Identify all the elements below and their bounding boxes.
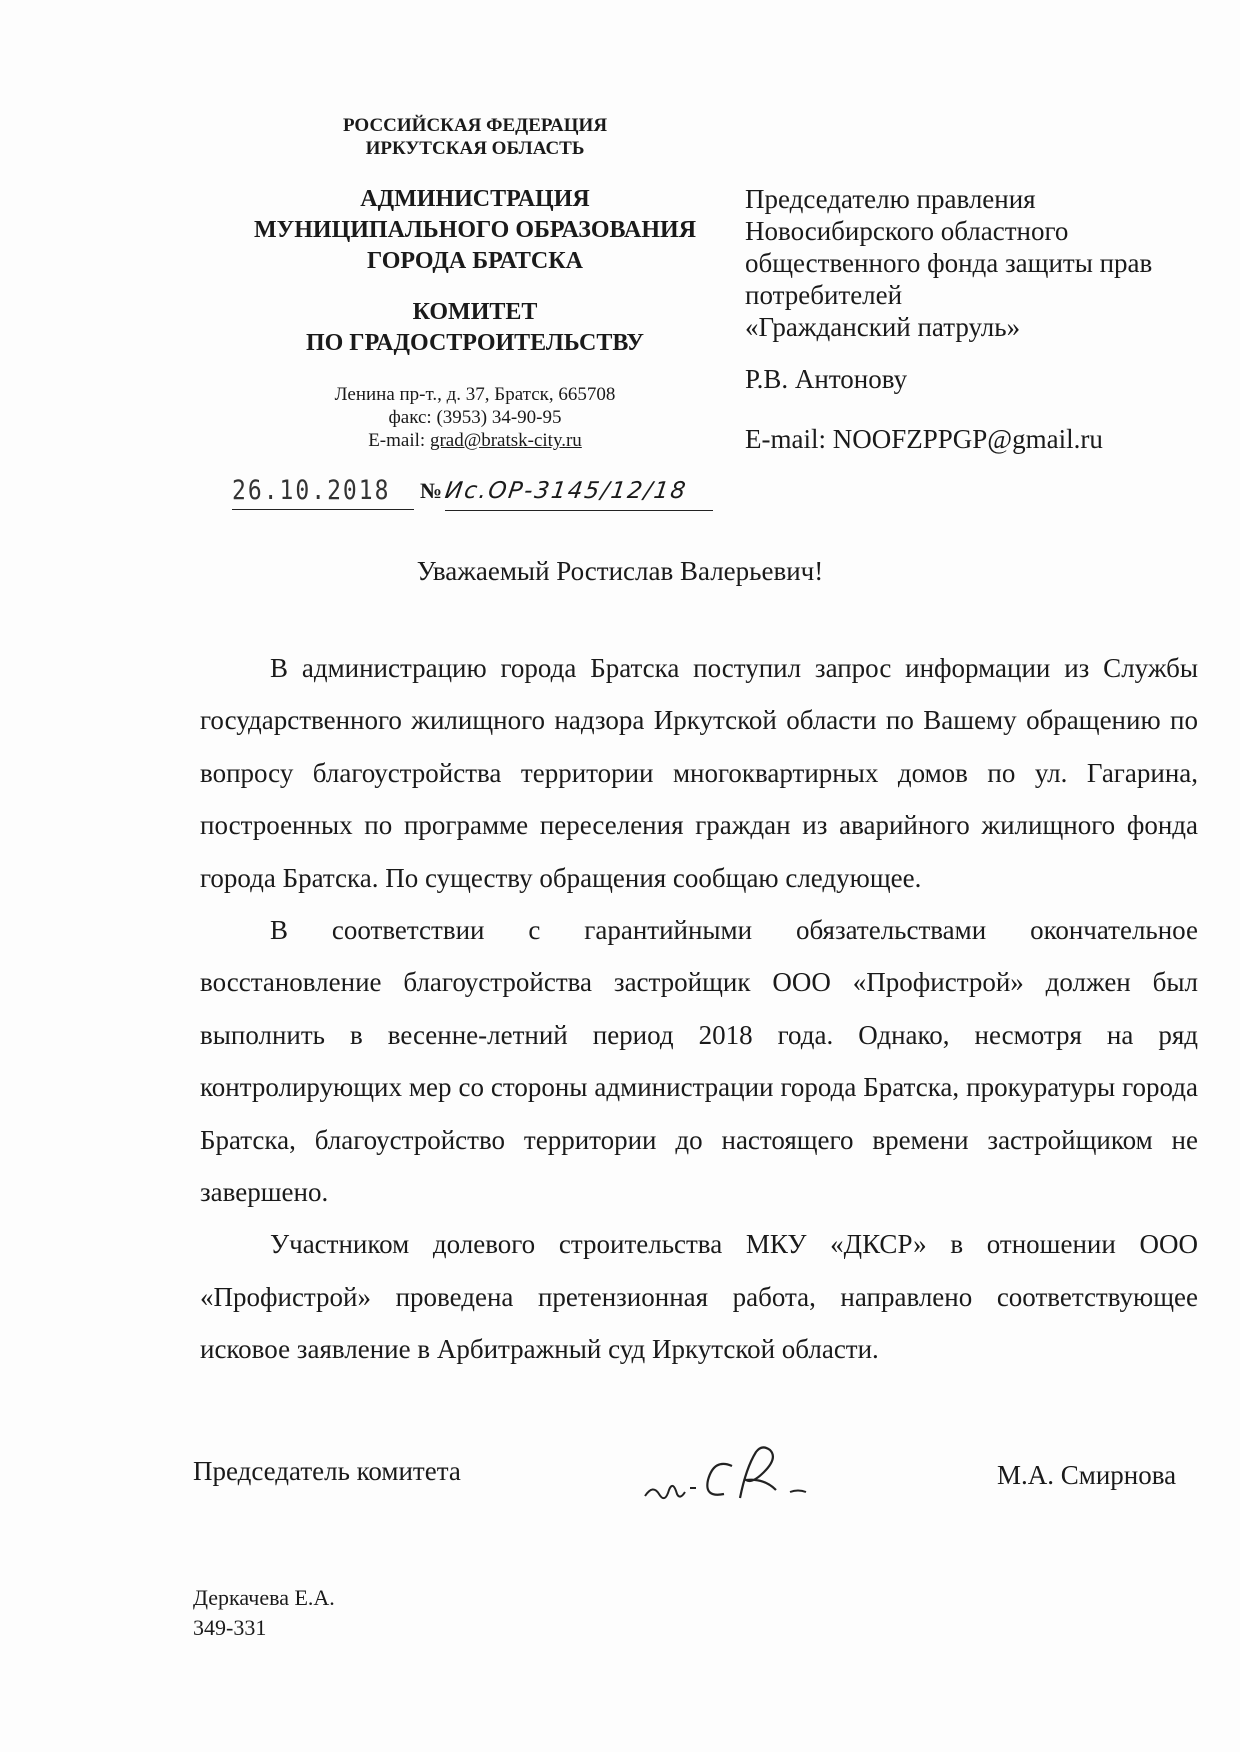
signatory-title: Председатель комитета xyxy=(193,1456,461,1486)
addressee-name: Р.В. Антонову xyxy=(745,364,908,394)
sender-email-label: E-mail: xyxy=(368,430,426,451)
registration-number-underline xyxy=(445,510,713,511)
body-paragraph-1: В администрацию города Братска поступил запрос информации из Службы государственного жилищного надзора Иркутской области по Вашему обращению по вопросу благоустройства территории многоквартирных домов по ул. Гагарина, построенных по программе переселения граждан из аварийного жилищного фонда города Братска. По существу обращения сообщаю следующее. xyxy=(200,653,1198,893)
header-committee-line2: ПО ГРАДОСТРОИТЕЛЬСТВУ xyxy=(305,330,645,356)
addressee-line4: потребителей xyxy=(745,280,903,310)
addressee-line2: Новосибирского областного xyxy=(745,216,1069,246)
header-admin-line1: АДМИНИСТРАЦИЯ xyxy=(360,186,590,212)
addressee-line3: общественного фонда защиты прав xyxy=(745,248,1153,278)
header-committee xyxy=(270,297,680,359)
header-administration xyxy=(230,184,720,277)
addressee-block xyxy=(745,183,1215,455)
addressee-line1: Председателю правления xyxy=(745,184,1036,214)
header-country xyxy=(300,114,650,160)
executor-phone: 349-331 xyxy=(193,1615,267,1640)
body-paragraph-3: Участником долевого строительства МКУ «ДКСР» в отношении ООО «Профистрой» проведена претензионная работа, направлено соответствующее исковое заявление в Арбитражный суд Иркутской области. xyxy=(200,1229,1198,1365)
registration-number: Ис.ОР-3145/12/18 xyxy=(443,478,689,504)
handwritten-signature xyxy=(640,1436,840,1516)
header-country-line1: РОССИЙСКАЯ ФЕДЕРАЦИЯ xyxy=(342,115,608,136)
executor-block xyxy=(193,1583,335,1643)
registration-date: 26.10.2018 xyxy=(232,475,391,506)
sender-email-link[interactable]: grad@bratsk-city.ru xyxy=(429,430,582,451)
signatory-name: М.А. Смирнова xyxy=(997,1460,1177,1490)
sender-contacts xyxy=(290,383,660,452)
sender-email-row xyxy=(290,429,660,452)
letter-body xyxy=(200,642,1198,1376)
header-admin-line2: МУНИЦИПАЛЬНОГО ОБРАЗОВАНИЯ xyxy=(253,217,697,243)
salutation: Уважаемый Ростислав Валерьевич! xyxy=(416,556,824,586)
header-committee-line1: КОМИТЕТ xyxy=(412,299,538,325)
executor-name: Деркачева Е.А. xyxy=(193,1585,335,1610)
body-paragraph-2: В соответствии с гарантийными обязательствами окончательное восстановление благоустройства застройщик ООО «Профистрой» должен был выполнить в весенне-летний период 2018 года. Однако, несмотря на ряд контролирующих мер со стороны администрации города Братска, прокуратуры города Братска, благоустройство территории до настоящего времени застройщиком не завершено. xyxy=(200,915,1198,1208)
registration-date-underline xyxy=(232,509,414,510)
header-country-line2: ИРКУТСКАЯ ОБЛАСТЬ xyxy=(365,138,585,159)
registration-number-sign: № xyxy=(420,478,443,503)
header-admin-line3: ГОРОДА БРАТСКА xyxy=(367,248,583,274)
addressee-line5: «Гражданский патруль» xyxy=(745,312,1021,342)
addressee-email: E-mail: NOOFZPPGP@gmail.ru xyxy=(745,424,1103,454)
sender-address: Ленина пр-т., д. 37, Братск, 665708 xyxy=(334,384,616,405)
sender-fax: факс: (3953) 34-90-95 xyxy=(388,407,562,428)
